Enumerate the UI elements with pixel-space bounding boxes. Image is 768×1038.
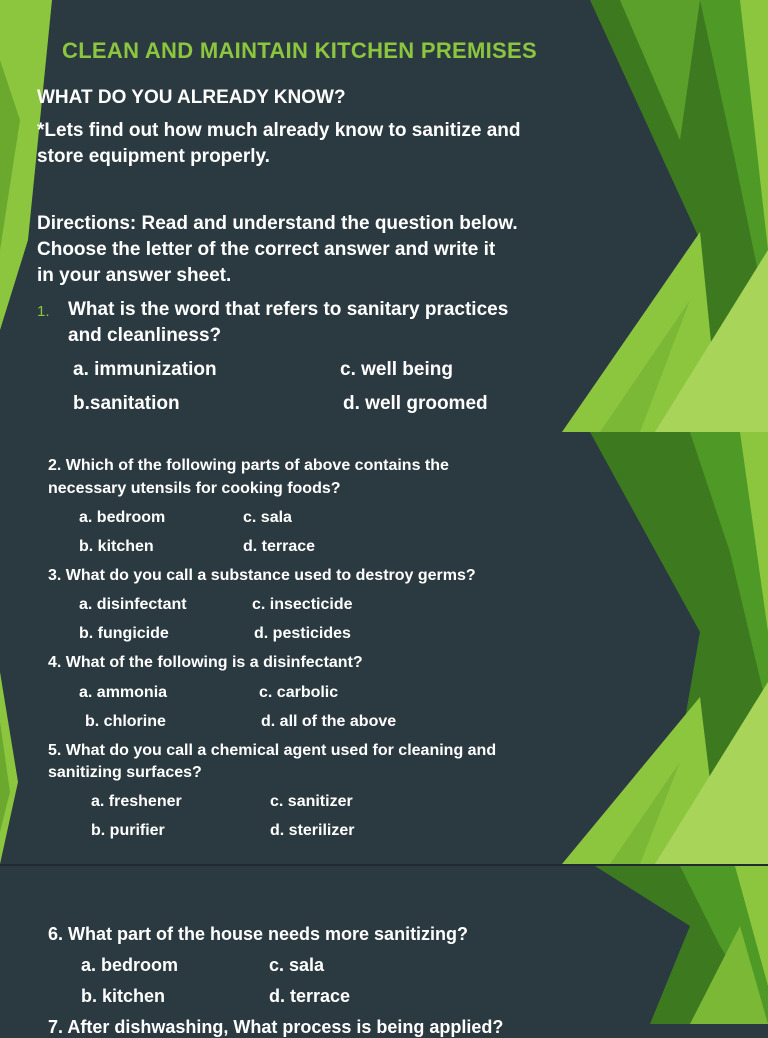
question-5-line-2: sanitizing surfaces? [48,764,202,781]
question-3-option-a: a. disinfectant [79,596,187,613]
question-3-option-d: d. pesticides [254,625,351,642]
question-4-option-b: b. chlorine [85,713,166,730]
question-5-option-b: b. purifier [91,822,165,839]
question-3-line-1: 3. What do you call a substance used to destroy germs? [48,567,476,584]
question-2-option-b: b. kitchen [79,538,154,555]
question-5-option-d: d. sterilizer [270,822,355,839]
question-5-option-a: a. freshener [91,793,182,810]
question-7-line-1-partial: 7. After dishwashing, What process is being applied? [48,1017,504,1037]
question-1-number: 1. [37,303,50,320]
question-5-line-1: 5. What do you call a chemical agent used for cleaning and [48,742,497,759]
question-3-option-b: b. fungicide [79,625,169,642]
question-1-line-2: and cleanliness? [68,325,222,346]
section-heading: WHAT DO YOU ALREADY KNOW? [37,87,346,108]
intro-text-line-2: store equipment properly. [37,146,270,167]
question-1-option-b: b.sanitation [73,393,180,414]
question-6-option-c: c. sala [269,955,325,975]
question-6-option-b: b. kitchen [81,986,166,1006]
question-1-option-a: a. immunization [73,359,217,380]
directions-line-3: in your answer sheet. [37,265,232,286]
question-2-line-1: 2. Which of the following parts of above contains the [48,457,449,474]
question-1-option-d: d. well groomed [343,393,488,414]
slide-1 [0,0,768,432]
slide-3 [0,866,768,1037]
question-6-line-1: 6. What part of the house needs more sanitizing? [48,924,469,944]
question-2-option-d: d. terrace [243,538,316,555]
question-6-option-d: d. terrace [269,986,351,1006]
directions-line-1: Directions: Read and understand the question below. [37,213,518,234]
slide-title: CLEAN AND MAINTAIN KITCHEN PREMISES [62,38,537,63]
question-1-option-c: c. well being [340,359,453,380]
question-4-line-1: 4. What of the following is a disinfectant? [48,654,363,671]
question-5-option-c: c. sanitizer [270,793,353,810]
question-2-option-c: c. sala [243,509,292,526]
intro-text-line-1: *Lets find out how much already know to sanitize and [37,120,521,141]
slide-2 [0,432,768,864]
question-4-option-c: c. carbolic [259,684,339,701]
question-2-option-a: a. bedroom [79,509,166,526]
question-2-line-2: necessary utensils for cooking foods? [48,480,341,497]
question-1-line-1: What is the word that refers to sanitary practices [68,299,509,320]
directions-line-2: Choose the letter of the correct answer and write it [37,239,496,260]
question-4-option-d: d. all of the above [261,713,397,730]
question-3-option-c: c. insecticide [252,596,353,613]
question-4-option-a: a. ammonia [79,684,168,701]
question-6-option-a: a. bedroom [81,955,179,975]
